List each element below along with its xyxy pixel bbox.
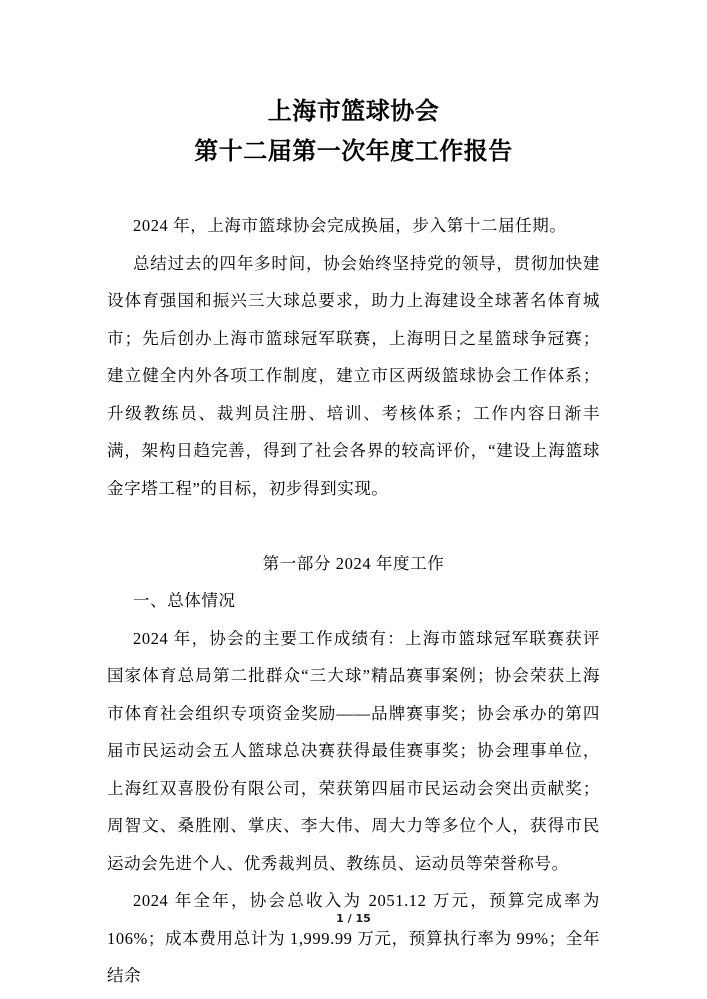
document-title <box>107 0 600 172</box>
intro-paragraph-2: 总结过去的四年多时间，协会始终坚持党的领导，贯彻加快建设体育强国和振兴三大球总要求，助力上海建设全球著名体育城市；先后创办上海市篮球冠军联赛，上海明日之星篮球争冠赛；建立健全内外各项工作制度，建立市区两级篮球协会工作体系；升级教练员、裁判员注册、培训、考核体系；工作内容日渐丰满，架构日趋完善，得到了社会各界的较高评价，“建设上海篮球金字塔工程”的目标，初步得到实现。 <box>107 253 600 498</box>
part-1-paragraph-2: 2024 年全年，协会总收入为 2051.12 万元，预算完成率为 106%；成本费用总计为 1,999.99 万元，预算执行率为 99%；全年结余 <box>107 891 600 985</box>
section-heading-overview: 一、总体情况 <box>133 591 236 610</box>
part-1-paragraph-1: 2024 年，协会的主要工作成绩有：上海市篮球冠军联赛获评国家体育总局第二批群众“三大球”精品赛事案例；协会荣获上海市体育社会组织专项资金奖励——品牌赛事奖；协会承办的第四届市民运动会五人篮球总决赛获得最佳赛事奖；协会理事单位，上海红双喜股份有限公司，荣获第四届市民运动会突出贡献奖；周智文、桑胜刚、掌庆、李大伟、周大力等多位个人，获得市民运动会先进个人、优秀裁判员、教练员、运动员等荣誉称号。 <box>107 628 600 873</box>
title-line-1: 上海市篮球协会 <box>267 98 440 125</box>
document-body <box>107 207 600 995</box>
title-line-2: 第十二届第一次年度工作报告 <box>194 138 513 165</box>
page-number: 1 / 15 <box>336 912 371 925</box>
intro-paragraph-1: 2024 年，上海市篮球协会完成换届，步入第十二届任期。 <box>133 216 567 235</box>
part-1-heading: 第一部分 2024 年度工作 <box>262 553 445 573</box>
